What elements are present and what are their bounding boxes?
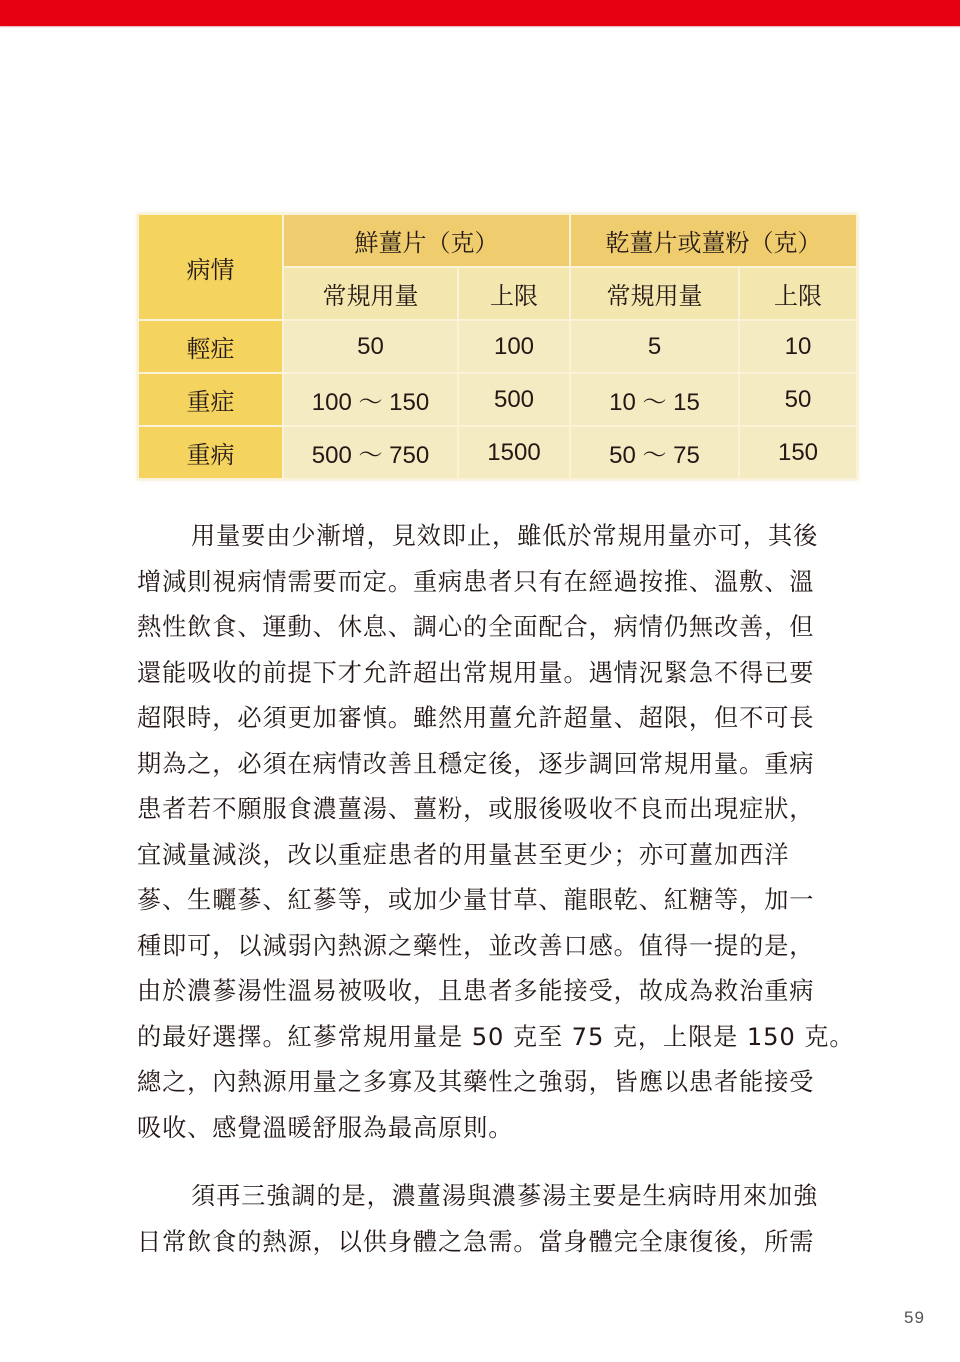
table-cell: 150 [739,426,857,479]
text-line: 由於濃蔘湯性溫易被吸收，且患者多能接受，故成為救治重病 [137,977,815,1005]
body-paragraph-1 [137,514,859,1151]
table-header-dried-ginger: 乾薑片或薑粉（克） [570,214,857,267]
text-line: 熱性飲食、運動、休息、調心的全面配合，病情仍無改善，但 [137,613,815,641]
table-cell: 100 [458,320,570,373]
text-line: 還能吸收的前提下才允許超出常規用量。遇情況緊急不得已要 [137,658,815,687]
text-line: 增減則視病情需要而定。重病患者只有在經過按推、溫敷、溫 [137,567,815,596]
text-line: 期為之，必須在病情改善且穩定後，逐步調回常規用量。重病 [137,749,815,778]
table-cell: 10 [739,320,857,373]
body-paragraph-2 [137,1174,859,1265]
table-header-condition: 病情 [138,214,283,320]
header-color-bar [0,0,960,26]
text-line: 吸收、感覺溫暖舒服為最高原則。 [137,1113,514,1142]
table-cell: 50 [283,320,458,373]
table-cell: 5 [570,320,739,373]
table-row-label: 重病 [138,426,283,479]
table-cell: 1500 [458,426,570,479]
text-line: 日常飲食的熱源，以供身體之急需。當身體完全康復後，所需 [137,1227,815,1256]
table-cell: 50 [739,373,857,426]
table-cell: 10 ～ 15 [570,373,739,426]
table-row [138,426,857,479]
table-row [138,373,857,426]
table-row-label: 重症 [138,373,283,426]
table-subheader-upper-limit: 上限 [739,267,857,320]
table-cell: 100 ～ 150 [283,373,458,426]
text-line: 種即可，以減弱內熱源之藥性，並改善口感。值得一提的是， [137,931,815,960]
table-subheader-regular-dose: 常規用量 [283,267,458,320]
text-line: 的最好選擇。紅蔘常規用量是 50 克至 75 克，上限是 150 克。 [137,1022,855,1051]
text-line: 患者若不願服食濃薑湯、薑粉，或服後吸收不良而出現症狀， [137,795,815,823]
text-line: 總之，內熱源用量之多寡及其藥性之強弱，皆應以患者能接受 [137,1068,815,1096]
text-line: 須再三強調的是，濃薑湯與濃蔘湯主要是生病時用來加強 [191,1182,819,1210]
text-line: 超限時，必須更加審慎。雖然用薑允許超量、超限，但不可長 [137,704,815,732]
text-line: 宜減量減淡，改以重症患者的用量甚至更少；亦可薑加西洋 [137,840,790,869]
table-subheader-upper-limit: 上限 [458,267,570,320]
table-row [138,320,857,373]
page-number: 59 [904,1308,925,1327]
table-header-row-groups [138,214,857,267]
text-line: 用量要由少漸增，見效即止，雖低於常規用量亦可，其後 [191,522,819,550]
dosage-table [137,213,858,480]
table-row-label: 輕症 [138,320,283,373]
table-cell: 50 ～ 75 [570,426,739,479]
table-cell: 500 [458,373,570,426]
table-subheader-regular-dose: 常規用量 [570,267,739,320]
text-line: 蔘、生曬蔘、紅蔘等，或加少量甘草、龍眼乾、紅糖等，加一 [137,886,815,914]
table-cell: 500 ～ 750 [283,426,458,479]
table-header-fresh-ginger: 鮮薑片（克） [283,214,570,267]
